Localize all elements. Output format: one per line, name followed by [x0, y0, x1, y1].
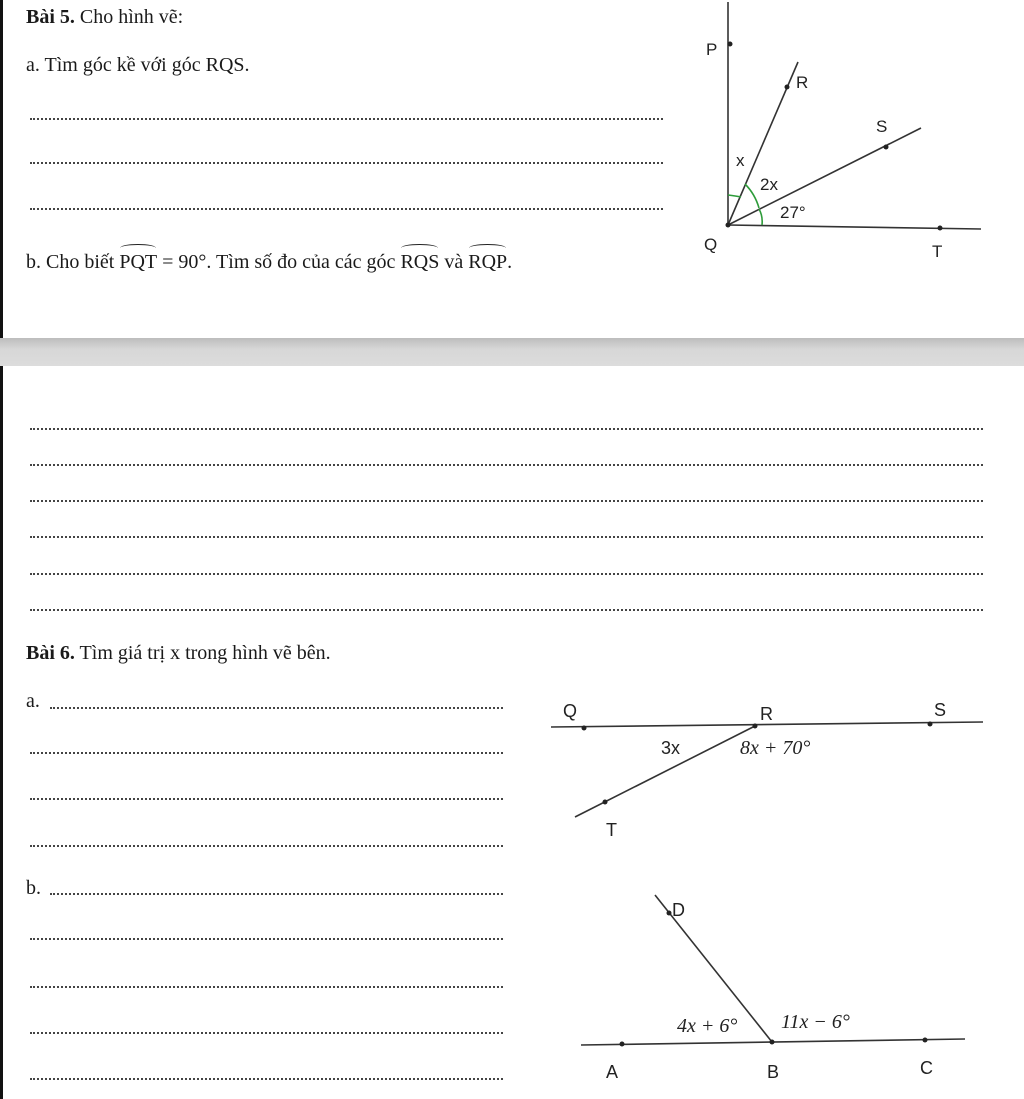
- and-word: và: [439, 251, 469, 273]
- part-b-prefix: b. Cho biết: [26, 251, 120, 273]
- label-angle-27: 27°: [780, 203, 806, 222]
- arc-27: [759, 209, 762, 225]
- label-s: S: [876, 117, 888, 136]
- bai6-title-rest: Tìm giá trị x trong hình vẽ bên.: [74, 642, 331, 664]
- label-a: A: [606, 1062, 619, 1082]
- label-c: C: [920, 1058, 933, 1078]
- label-r: R: [760, 704, 773, 724]
- point-d-dot: [667, 911, 672, 916]
- worksheet-page-1: [3, 0, 1024, 338]
- bai6-title: Bài 6.: [26, 642, 75, 664]
- point-r-dot: [785, 85, 790, 90]
- point-s-dot: [884, 145, 889, 150]
- bai5-figure: [3, 0, 1024, 338]
- angle-pqt-symbol: PQT: [119, 251, 158, 273]
- label-p: P: [706, 40, 718, 59]
- bai6-figure-b: [3, 366, 1024, 1099]
- angle-rqs-symbol: RQS: [400, 251, 440, 273]
- worksheet-page-2: [3, 366, 1024, 1099]
- ray-qs: [728, 128, 921, 225]
- bai5-title-rest: Cho hình vẽ:: [74, 6, 184, 28]
- point-b-dot: [770, 1040, 775, 1045]
- page-gap-divider: [0, 338, 1024, 366]
- equals-90: = 90°: [157, 251, 207, 273]
- label-b: B: [767, 1062, 780, 1082]
- bai5-title: Bài 5.: [26, 6, 75, 28]
- label-s: S: [934, 700, 947, 720]
- label-angle-right: 11x − 6°: [781, 1011, 850, 1033]
- point-c-dot: [923, 1038, 928, 1043]
- part-b-mid: . Tìm số đo của các góc: [206, 251, 401, 273]
- label-angle-expr: 8x + 70°: [740, 737, 811, 759]
- angle-rqp-symbol: RQP: [468, 251, 508, 273]
- bai6-label-a: a.: [26, 690, 40, 712]
- label-angle-x: x: [736, 151, 745, 170]
- ray-qt: [728, 225, 981, 229]
- point-q-dot: [726, 223, 731, 228]
- bai5-part-a: a. Tìm góc kề với góc RQS.: [26, 54, 250, 76]
- period: .: [507, 251, 513, 273]
- arc-x: [728, 195, 741, 197]
- label-r: R: [796, 73, 809, 92]
- point-a-dot: [620, 1042, 625, 1047]
- label-d: D: [672, 900, 685, 920]
- label-q: Q: [563, 701, 578, 721]
- label-t: T: [932, 242, 943, 261]
- point-t-dot: [938, 226, 943, 231]
- bai6-label-b: b.: [26, 877, 41, 899]
- label-angle-left: 4x + 6°: [677, 1015, 738, 1037]
- label-t: T: [606, 820, 617, 840]
- label-angle-2x: 2x: [760, 175, 778, 194]
- point-p-dot: [728, 42, 733, 47]
- label-angle-3x: 3x: [661, 738, 681, 758]
- label-q: Q: [704, 235, 718, 254]
- arc-2x: [745, 184, 759, 208]
